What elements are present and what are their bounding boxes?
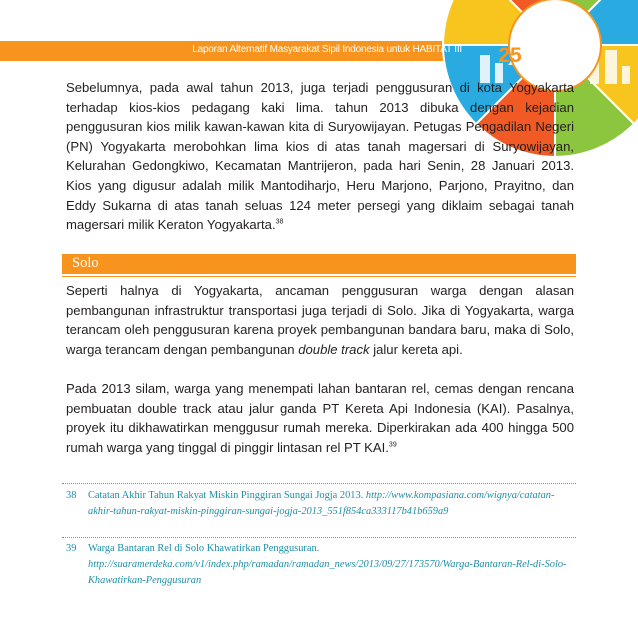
footnote-text: Warga Bantaran Rel di Solo Khawatirkan Penggusuran. <box>88 543 320 554</box>
section-heading-bar <box>62 254 576 274</box>
footnote-39 <box>66 541 574 590</box>
footnote-link[interactable]: http://www.kompasiana.com/wignya/catatan-akhir-tahun-rakyat-miskin-pinggiran-sungai-jogja-2013_551f854ca333117b41b659a9 <box>88 490 555 518</box>
footnote-number: 39 <box>66 543 77 554</box>
footnote-text: Catatan Akhir Tahun Rakyat Miskin Pinggiran Sungai Jogja 2013. <box>88 490 366 501</box>
running-title: Laporan Alternatif Masyarakat Sipil Indonesia untuk HABITAT III <box>192 44 462 55</box>
paragraph-text: Sebelumnya, pada awal tahun 2013, juga terjadi penggusuran di kota Yogyakarta terhadap kios-kios pedagang kaki lima. tahun 2013 dibuka dengan kejadian penggusuran kios milik kawan-kawan kita di Suryowijayan. Petugas Pengadilan Negeri (PN) Yogyakarta merobohkan lima kios di atas tanah magersari di Suryowijayan, Kelurahan Gedongkiwo, Kecamatan Mantrijeron, pada hari Senin, 28 Januari 2013. Kios yang digusur adalah milik Mantodiharjo, Heru Marjono, Parjono, Prayitno, dan Eddy Sukarna di atas tanah seluas 124 meter persegi yang diklaim sebagai tanah magersari milik Keraton Yogyakarta. <box>66 80 574 233</box>
section-title: Solo <box>72 255 99 271</box>
paragraph-text: jalur kereta api. <box>369 341 463 357</box>
footnote-divider <box>62 537 576 538</box>
footnote-link[interactable]: http://suaramerdeka.com/v1/index.php/ramadan/ramadan_news/2013/09/27/173570/Warga-Bantaran-Rel-di-Solo-Khawatirkan-Penggusuran <box>88 559 567 587</box>
footnote-ref-39[interactable]: 39 <box>388 441 397 449</box>
page-number: 25 <box>498 44 522 67</box>
paragraph-solo-detail <box>66 379 574 457</box>
emphasis-text: double track <box>298 341 370 357</box>
footnote-divider <box>62 483 576 484</box>
footnote-38 <box>66 488 574 520</box>
footnote-ref-38[interactable]: 38 <box>275 218 284 226</box>
paragraph-solo-intro <box>66 281 574 359</box>
footnote-number: 38 <box>66 490 77 501</box>
paragraph-text: Seperti halnya di Yogyakarta, ancaman penggusuran warga dengan alasan pembangunan infrastruktur transportasi juga terjadi di Solo. Jika di Yogyakarta, warga terancam oleh penggusuran karena proyek pembangunan bandara baru, maka di Solo, warga terancam dengan pembangunan <box>66 283 574 357</box>
paragraph-text: Pada 2013 silam, warga yang menempati lahan bantaran rel, cemas dengan rencana pembuatan double track atau jalur ganda PT Kereta Api Indonesia (KAI). Pasalnya, proyek itu dikhawatirkan menggusur rumah mereka. Diperkirakan ada 400 hingga 500 rumah warga yang tinggal di pinggir lintasan rel PT KAI. <box>66 381 574 455</box>
paragraph-yogyakarta <box>66 78 574 235</box>
